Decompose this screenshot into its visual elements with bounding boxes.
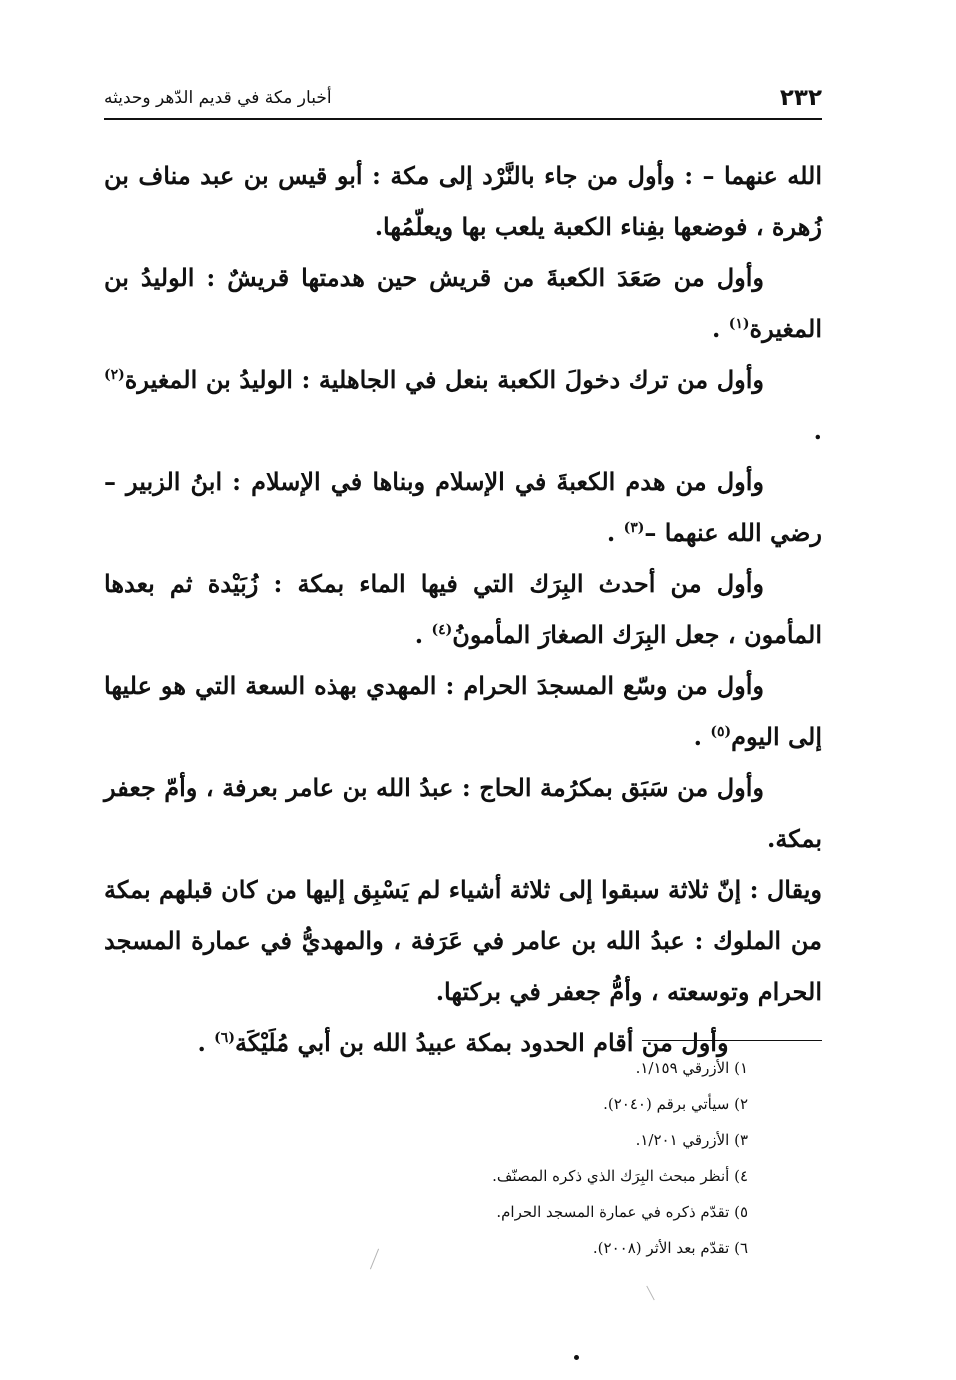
paragraph: وأول من ترك دخولَ الكعبة بنعل في الجاهلية : الوليدُ بن المغيرة$^{(٢)}$ . [104,365,822,445]
footnote-ref: (١) [728,316,750,332]
paragraph: وأول من أقام الحدود بمكة عبيدُ الله بن أبي مُلَيْكَة$^{(٦)}$ . [197,1028,729,1057]
page-dot [574,1355,579,1360]
footnote: ٤) أنظر مبحث البِرَك الذي ذكره المصنّف. [492,1167,748,1185]
footnote: ٢) سيأتي برقم (٢٠٤٠). [603,1095,748,1113]
paragraph: وأول من وسّع المسجدَ الحرام : المهدي بهذه السعة التي هو عليها إلى اليوم$^{(٥)}$ . [104,671,822,751]
footnote-ref: (٢) [104,367,125,383]
paragraph: الله عنهما – : وأول من جاء بالنَّرْد إلى مكة : أبو قيس بن عبد مناف بن زُهرة ، فوضعها بفِناء الكعبة يلعب بها ويعلّمُها. [104,161,822,241]
footnote-ref: (٦) [214,1030,235,1046]
paragraph: وأول من أحدث البِرَك التي فيها الماء بمكة : زُبَيْدة ثم بعدها المأمون ، جعل البِرَك الصغارَ المأمونُ$^{(٤)}$ . [104,569,822,649]
footnote: ٥) تقدّم ذكره في عمارة المسجد الحرام. [496,1203,748,1221]
footnote: ٦) تقدّم بعد الأثر (٢٠٠٨). [592,1239,748,1257]
page-header [104,78,822,118]
paragraph: وأول من هدم الكعبةَ في الإسلام وبناها في الإسلام : ابنُ الزبير – رضي الله عنهما –$^{(٣)}$ . [104,467,822,547]
paragraph: وأول من صَعَدَ الكعبةَ من قريش حين هدمتها قريشٌ : الوليدُ بن المغيرة$^{(١)}$ . [104,263,822,343]
page-number: ٢٣٢ [779,85,822,111]
scan-mark [646,1286,654,1301]
running-title: أخبار مكة في قديم الدّهر وحديثه [104,88,332,108]
paragraph: ويقال : إنّ ثلاثة سبقوا إلى ثلاثة أشياء لم يَسْبِق إليها من كان قبلهم بمكة من الملوك : عبدُ الله بن عامر في عَرَفة ، والمهديُّ في عمارة المسجد الحرام وتوسعته ، وأمُّ جعفر في بركتها. [104,875,822,1006]
footnote-ref: (٤) [431,622,453,638]
footnotes [348,1050,748,1266]
header-rule [104,118,822,120]
footnote: ١) الأزرقي ١/١٥٩. [635,1059,748,1077]
footnote: ٣) الأزرقي ١/٢٠١. [635,1131,748,1149]
main-text [104,150,822,1068]
footnote-ref: (٥) [710,724,732,740]
footnote-rule [642,1040,822,1041]
paragraph: وأول من سَبَق بمكرُمة الحاج : عبدُ الله بن عامر بعرفة ، وأمّ جعفر بمكة. [104,773,822,853]
footnote-ref: (٣) [623,520,645,536]
